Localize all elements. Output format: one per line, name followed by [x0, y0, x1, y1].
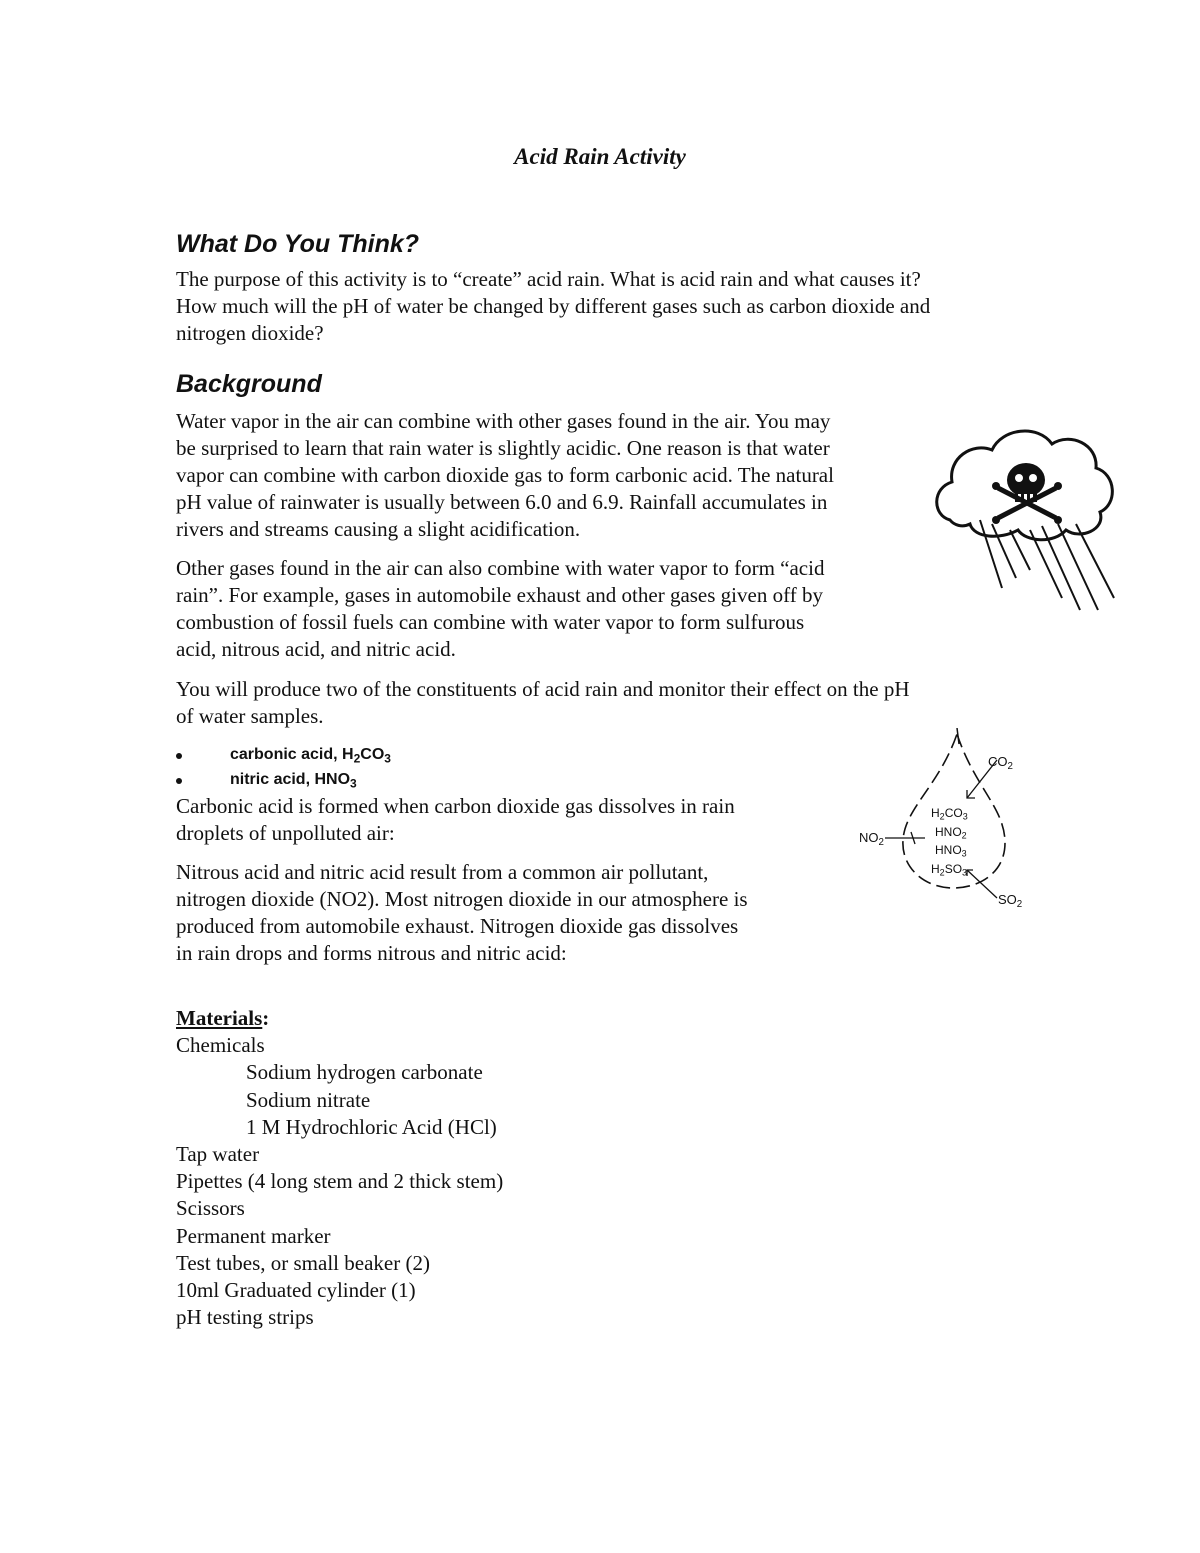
text-line: rivers and streams causing a slight acidification.	[176, 517, 581, 541]
materials-item: 1 M Hydrochloric Acid (HCl)	[246, 1114, 497, 1139]
text-line: vapor can combine with carbon dioxide gas to form carbonic acid. The natural	[176, 463, 834, 487]
heading-what-do-you-think: What Do You Think?	[176, 230, 420, 258]
text-line: Water vapor in the air can combine with other gases found in the air. You may	[176, 409, 831, 433]
text-line: acid, nitrous acid, and nitric acid.	[176, 637, 456, 661]
background-paragraph-2	[176, 555, 824, 663]
no2-label: $NO_2$	[859, 830, 884, 848]
text-line: rain”. For example, gases in automobile exhaust and other gases given off by	[176, 583, 823, 607]
text-line: be surprised to learn that rain water is slightly acidic. One reason is that water	[176, 436, 830, 460]
text-line: How much will the pH of water be changed by different gases such as carbon dioxide and	[176, 294, 931, 318]
background-paragraph-3	[176, 676, 909, 730]
text-line: The purpose of this activity is to “create” acid rain. What is acid rain and what causes it?	[176, 267, 921, 291]
bullet-dot-icon	[176, 778, 182, 784]
background-paragraph-1	[176, 408, 834, 543]
text-line: nitrogen dioxide (NO2). Most nitrogen dioxide in our atmosphere is	[176, 887, 748, 911]
text-line: Nitrous acid and nitric acid result from a common air pollutant,	[176, 860, 709, 884]
text-line: produced from automobile exhaust. Nitrogen dioxide gas dissolves	[176, 914, 739, 938]
text-line: Carbonic acid is formed when carbon dioxide gas dissolves in rain	[176, 794, 735, 818]
materials-item: Pipettes (4 long stem and 2 thick stem)	[176, 1169, 504, 1194]
text-line: You will produce two of the constituents of acid rain and monitor their effect on the pH	[176, 677, 910, 701]
text-line: pH value of rainwater is usually between 6.0 and 6.9. Rainfall accumulates in	[176, 490, 828, 514]
heading-background: Background	[176, 370, 322, 398]
bullet-text: carbonic acid, $H_2CO_3$	[230, 746, 391, 766]
text-line: of water samples.	[176, 704, 324, 728]
text-line: combustion of fossil fuels can combine with water vapor to form sulfurous	[176, 610, 805, 634]
background-paragraph-4	[176, 793, 735, 847]
text-line: Other gases found in the air can also combine with water vapor to form “acid	[176, 556, 825, 580]
co2-label: $CO_2$	[988, 754, 1013, 772]
rain-lines	[980, 520, 1114, 610]
drop-acid-list	[931, 806, 968, 881]
materials-item: pH testing strips	[176, 1305, 314, 1330]
bullet-dot-icon	[176, 753, 182, 759]
text-line: in rain drops and forms nitrous and nitric acid:	[176, 941, 567, 965]
background-paragraph-5	[176, 859, 748, 967]
materials-item: Sodium hydrogen carbonate	[246, 1060, 483, 1085]
materials-item: Scissors	[176, 1196, 245, 1221]
materials-item: Chemicals	[176, 1033, 265, 1058]
skull-icon	[992, 463, 1062, 524]
page-title: Acid Rain Activity	[514, 144, 686, 169]
raindrop-diagram	[855, 728, 1040, 918]
materials-item: Test tubes, or small beaker (2)	[176, 1250, 430, 1275]
acid-formula: $H_2CO_3$	[931, 806, 968, 822]
text-line: nitrogen dioxide?	[176, 321, 324, 345]
materials-heading: Materials:	[176, 1006, 270, 1030]
materials-item: Sodium nitrate	[246, 1087, 371, 1112]
toxic-cloud-icon	[930, 420, 1120, 615]
text-line: droplets of unpolluted air:	[176, 821, 395, 845]
materials-list	[176, 1005, 503, 1331]
materials-item: Permanent marker	[176, 1223, 331, 1248]
acid-formula: $HNO_2$	[935, 824, 967, 841]
acid-formula: $HNO_3$	[935, 843, 967, 860]
think-paragraph	[176, 266, 930, 347]
bullet-text: nitric acid, $HNO_3$	[230, 771, 357, 791]
materials-item: 10ml Graduated cylinder (1)	[176, 1278, 416, 1303]
so2-label: $SO_2$	[998, 892, 1023, 910]
materials-item: Tap water	[176, 1142, 260, 1167]
acid-formula: $H_2SO_3$	[931, 862, 968, 878]
